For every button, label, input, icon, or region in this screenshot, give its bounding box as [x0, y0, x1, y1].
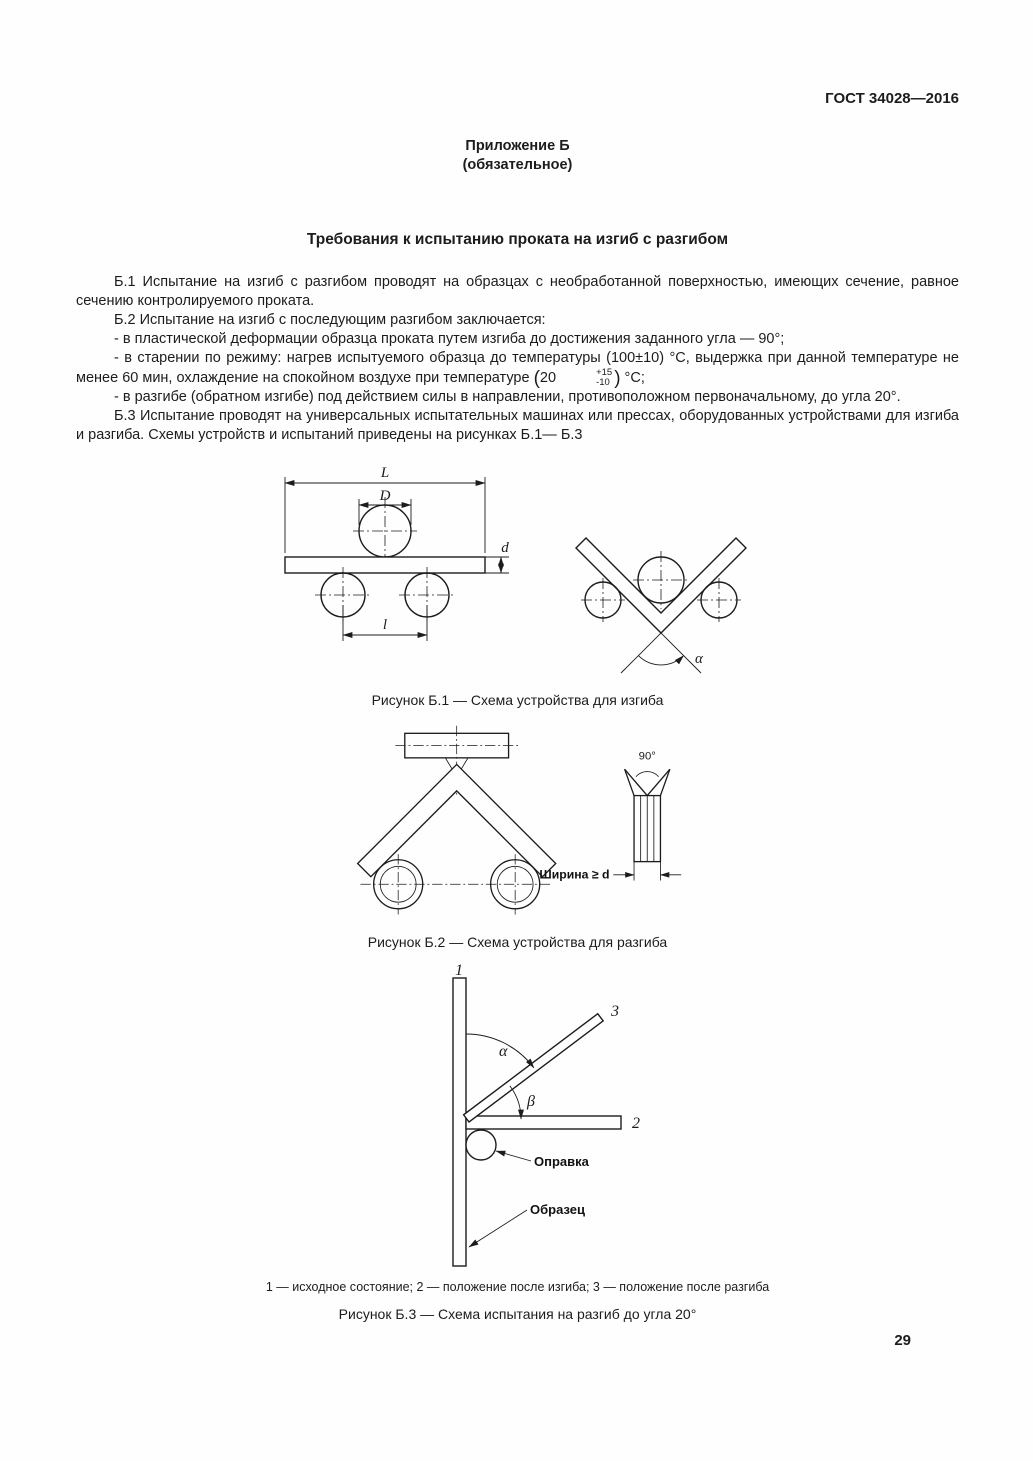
- appendix-subtitle: (обязательное): [462, 156, 573, 173]
- specimen-initial-position: [453, 978, 466, 1266]
- standard-number: ГОСТ 34028—2016: [825, 90, 959, 107]
- specimen-bar: [285, 557, 485, 573]
- figure-b1-bending-device-drawing: [265, 463, 515, 668]
- figure-b3-caption: Рисунок Б.3 — Схема испытания на разгиб до угла 20°: [338, 1305, 697, 1322]
- fraction-base: 20: [539, 369, 557, 386]
- width-label: Ширина ≥ d: [538, 867, 610, 882]
- dimension-d: [485, 540, 509, 573]
- angle-beta-marking: [509, 1086, 534, 1119]
- angle-label-alpha: α: [498, 1042, 507, 1060]
- fraction-close-paren: ): [614, 367, 621, 389]
- b2-item2-text: - в старении по режиму: нагрев испытуемого образца до температуры (100±10) °С, выдержка при данной температуре не менее 60 мин, охлаждение на спокойном воздухе при температуре: [76, 349, 959, 386]
- figure-b3-unbend-test-drawing: [353, 964, 683, 1270]
- specimen-label: Образец: [529, 1201, 585, 1217]
- position-label-2: 2: [631, 1114, 640, 1132]
- fraction-open-paren: (: [533, 367, 540, 389]
- dim-label-d: d: [500, 539, 509, 556]
- paragraph-b2-item2: [76, 349, 959, 388]
- specimen-bent-position: [466, 1116, 621, 1129]
- figure-b2: [76, 722, 959, 922]
- appendix-block: [76, 137, 959, 175]
- angle-label-beta: β: [526, 1092, 535, 1110]
- section-heading: Требования к испытанию проката на изгиб с разгибом: [306, 230, 729, 248]
- paragraph-b3: Б.3 Испытание проводят на универсальных испытательных машинах или прессах, оборудованных устройствами для изгиба и разгиба. Схемы устройств и испытаний приведены на рисунках Б.1— Б.3: [76, 407, 959, 443]
- mandrel-label: Оправка: [533, 1153, 589, 1169]
- figure-b1: [76, 463, 959, 680]
- dimension-l: [343, 605, 427, 641]
- position-label-1: 1: [454, 963, 463, 979]
- position-label-3: 3: [610, 1002, 619, 1020]
- paragraph-b2-item3: - в разгибе (обратном изгибе) под действием силы в направлении, противоположном первоначальному, до угла 20°.: [114, 388, 901, 405]
- angle-label-alpha: α: [694, 650, 703, 667]
- mandrel-callout: [496, 1151, 590, 1169]
- mandrel-circle: [466, 1130, 496, 1160]
- paragraph-b1: Б.1 Испытание на изгиб с разгибом проводят на образцах с необработанной поверхностью, имеющих сечение, равное сечению контролируемого проката.: [76, 273, 959, 309]
- angle-label-90: 90°: [638, 750, 656, 763]
- figure-b2-unbending-device-drawing: [313, 722, 723, 922]
- punch-roller: [353, 497, 417, 565]
- dim-label-D: D: [379, 487, 390, 504]
- figure-b1-bent-specimen-drawing: [561, 505, 771, 680]
- page-number: 29: [894, 1332, 911, 1349]
- tolerance-upper: +15: [596, 366, 613, 378]
- figure-b2-caption: Рисунок Б.2 — Схема устройства для разгиба: [367, 933, 668, 950]
- dim-label-L: L: [380, 464, 389, 481]
- specimen-callout: [469, 1202, 585, 1247]
- tolerance-stack: [558, 368, 612, 388]
- appendix-title: Приложение Б: [465, 138, 570, 154]
- dim-label-l: l: [382, 616, 387, 633]
- tolerance-lower: -10: [596, 376, 610, 388]
- bent-specimen: [357, 764, 555, 876]
- figure-b1-caption: Рисунок Б.1 — Схема устройства для изгиба: [371, 691, 664, 708]
- paragraph-b2-item1: - в пластической деформации образца проката путем изгиба до достижения заданного угла — 90°;: [114, 330, 785, 347]
- paragraph-b2-intro: Б.2 Испытание на изгиб с последующим разгибом заключается:: [114, 311, 546, 328]
- b2-item2-tail: °С;: [620, 369, 645, 386]
- groove-detail: [539, 750, 681, 881]
- figure-b3: [76, 964, 959, 1270]
- angle-alpha-marking: [466, 1034, 534, 1068]
- figure-b3-legend: 1 — исходное состояние; 2 — положение после изгиба; 3 — положение после разгиба: [265, 1279, 770, 1294]
